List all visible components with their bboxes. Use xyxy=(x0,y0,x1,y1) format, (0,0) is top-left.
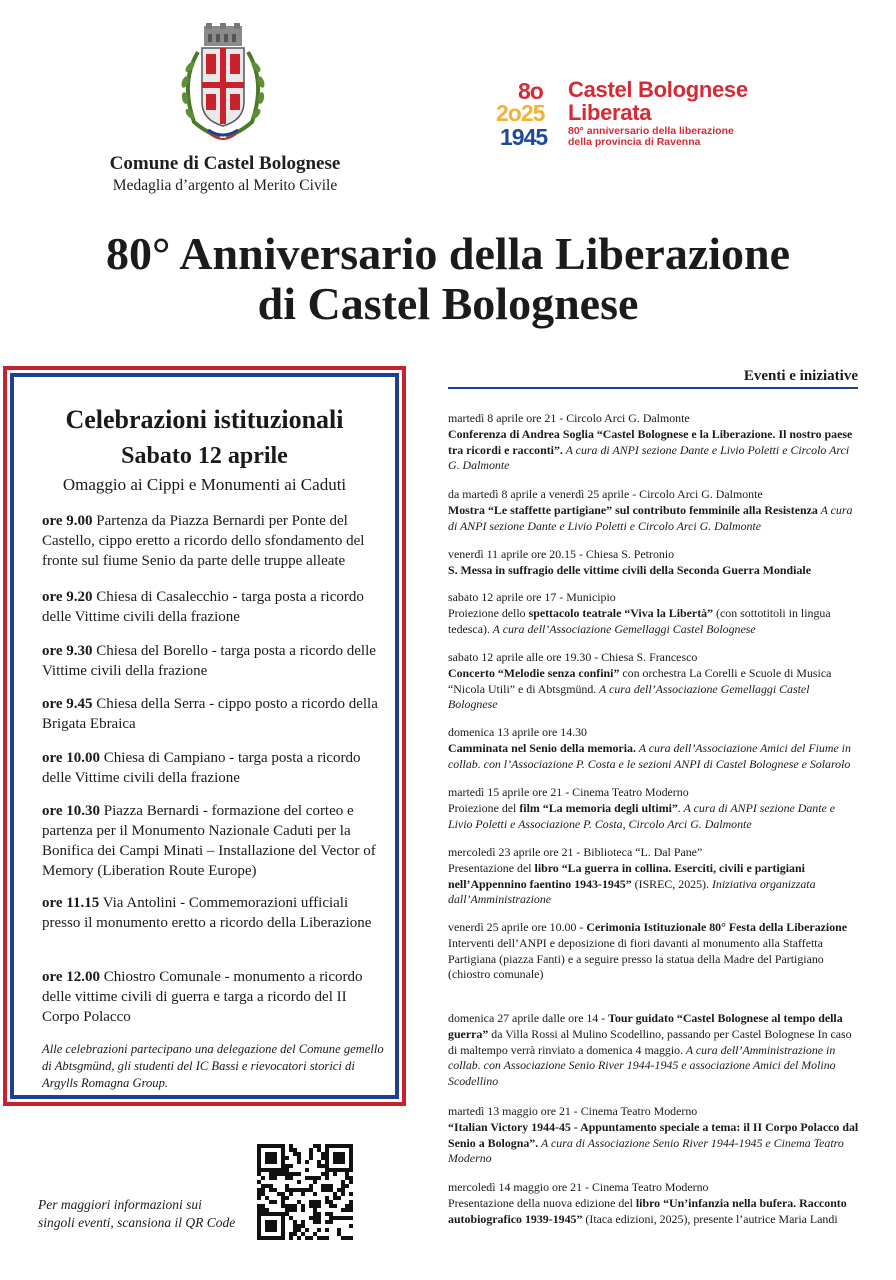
event-head: mercoledì 23 aprile ore 21 - Biblioteca “L. Dal Pane” xyxy=(448,845,703,859)
event-organizer: A cura di Associazione Senio River 1944-1945 e Cinema Teatro Moderno xyxy=(448,1135,844,1166)
event-title: libro “La guerra in collina. Eserciti, civili e partigiani nell’Appennino faentino 1943-1945” xyxy=(448,860,805,891)
event-item xyxy=(448,547,860,579)
event-head: da martedì 8 aprile a venerdì 25 aprile - Circolo Arci G. Dalmonte xyxy=(448,487,763,501)
celebrazione-time: ore 10.00 xyxy=(42,750,101,766)
event-head: venerdì 11 aprile ore 20.15 - Chiesa S. Petronio xyxy=(448,547,675,561)
event-text: da Villa Rossi al Mulino Scodellino, passando per Castel Bolognese In caso di maltempo verrà rinviato a domenica 4 maggio. xyxy=(448,1026,852,1057)
celebrazione-item xyxy=(42,641,382,681)
event-title: spettacolo teatrale “Viva la Libertà” xyxy=(528,605,714,620)
event-organizer: A cura dell’Associazione Gemellaggi Castel Bolognese xyxy=(489,621,756,636)
event-text: (Itaca edizioni, 2025), presente l’autrice Maria Landi xyxy=(582,1211,838,1226)
celebrazioni-box xyxy=(3,366,406,1106)
event-head: sabato 12 aprile ore 17 - Municipio xyxy=(448,590,616,604)
event-text: con orchestra La Corelli e Scuole di Musica “Nicola Utili” e di Abtsgmünd. xyxy=(448,665,832,696)
celebrazione-time: ore 11.15 xyxy=(42,895,100,911)
event-pre: Presentazione della nuova edizione del xyxy=(448,1195,636,1210)
event-title: Camminata nel Senio della memoria. xyxy=(448,740,636,755)
logo-sub-1: 80° anniversario della liberazione xyxy=(568,125,734,137)
event-title: libro “Un’infanzia nella bufera. Racconto autobiografico 1939-1945” xyxy=(448,1195,847,1226)
event-item xyxy=(448,1180,860,1227)
coat-of-arms-icon xyxy=(168,22,278,144)
event-item xyxy=(448,411,860,474)
event-organizer: A cura dell’Associazione Amici del Fiume in collab. con l’Associazione P. Costa e le sezioni ANPI di Castel Bolognese e Solarolo xyxy=(448,740,851,771)
event-title: “Italian Victory 1944-45 - Appuntamento speciale a tema: il II Corpo Polacco dal Senio a Bologna”. xyxy=(448,1119,859,1150)
event-head: venerdì 25 aprile ore 10.00 - xyxy=(448,920,587,934)
event-organizer: A cura di ANPI sezione Dante e Livio Poletti e Associazione P. Costa, Circolo Arci G. Dalmonte xyxy=(448,800,836,831)
celebrazione-item xyxy=(42,587,382,627)
celebrazione-text: Chiesa di Casalecchio - targa posta a ricordo delle Vittime civili della frazione xyxy=(42,589,364,625)
event-title: Mostra “Le staffette partigiane” sul contributo femminile alla Resistenza xyxy=(448,502,818,517)
event-text: . xyxy=(677,800,681,815)
celebrazione-text: Chiesa di Campiano - targa posta a ricordo delle Vittime civili della frazione xyxy=(42,750,361,786)
celebrazione-text: Piazza Bernardi - formazione del corteo e partenza per il Monumento Nazionale Caduti per la Bonifica dei Campi Minati – Installazione del Vector of Memory (Liberation Route Europe) xyxy=(42,803,376,879)
event-item xyxy=(448,650,860,713)
event-title: Tour guidato “Castel Bolognese al tempo della guerra” xyxy=(448,1011,843,1041)
event-text: (ISREC, 2025). xyxy=(631,876,709,891)
eventi-divider xyxy=(448,387,858,389)
celebrazioni-title: Celebrazioni istituzionali xyxy=(65,405,344,434)
celebrazione-time: ore 10.30 xyxy=(42,803,101,819)
celebrazione-text: Chiostro Comunale - monumento a ricordo delle vittime civili di guerra e targa a ricordo del II Corpo Polacco xyxy=(42,969,363,1025)
celebrazione-item xyxy=(42,511,382,571)
event-item xyxy=(448,785,860,832)
celebrazione-item xyxy=(42,801,382,881)
anniversary-logo xyxy=(496,78,826,154)
event-item xyxy=(448,487,860,534)
event-organizer: A cura di ANPI sezione Dante e Livio Poletti e Circolo Arci G. Dalmonte xyxy=(448,502,853,533)
qr-code-icon[interactable] xyxy=(257,1144,353,1240)
page-title-line-1: 80° Anniversario della Liberazione xyxy=(105,228,791,279)
event-head: mercoledì 14 maggio ore 21 - Cinema Teatro Moderno xyxy=(448,1180,709,1194)
celebrazioni-date: Sabato 12 aprile xyxy=(121,443,288,469)
qr-note: Per maggiori informazioni sui singoli eventi, scansiona il QR Code xyxy=(38,1197,236,1230)
event-organizer: A cura di ANPI sezione Dante e Livio Poletti e Circolo Arci G. Dalmonte xyxy=(448,442,850,473)
celebrazione-item xyxy=(42,893,382,933)
event-organizer: Iniziativa organizzata dall’Amministrazione xyxy=(448,876,816,907)
eventi-header: Eventi e iniziative xyxy=(743,368,858,384)
celebrazione-text: Via Antolini - Commemorazioni ufficiali presso il monumento eretto a ricordo della Liberazione xyxy=(42,895,372,931)
celebrazione-time: ore 9.00 xyxy=(42,513,93,529)
event-title: S. Messa in suffragio delle vittime civili della Seconda Guerra Mondiale xyxy=(448,562,811,577)
event-head: domenica 27 aprile dalle ore 14 - xyxy=(448,1011,609,1025)
celebrazione-time: ore 12.00 xyxy=(42,969,101,985)
event-title: Cerimonia Istituzionale 80° Festa della Liberazione xyxy=(586,920,848,934)
celebrazione-text: Partenza da Piazza Bernardi per Ponte del Castello, cippo eretto a ricordo dello sfondamento del fronte sul fiume Senio da parte delle truppe alleate xyxy=(42,513,365,569)
celebrazione-time: ore 9.20 xyxy=(42,589,93,605)
event-title: film “La memoria degli ultimi” xyxy=(519,800,678,815)
event-head: martedì 13 maggio ore 21 - Cinema Teatro Moderno xyxy=(448,1104,698,1118)
event-item xyxy=(448,845,860,908)
event-item xyxy=(448,1104,860,1167)
celebrazioni-subtitle: Omaggio ai Cippi e Monumenti ai Caduti xyxy=(62,475,347,494)
celebrazione-item xyxy=(42,694,382,734)
logo-2025: 2o25 xyxy=(496,100,545,126)
celebrazione-item xyxy=(42,748,382,788)
logo-title-2: Liberata xyxy=(568,100,652,125)
event-organizer: A cura dell’Amministrazione in collab. con Associazione Senio River 1944-1945 e associazione Amici del Molino Scodellino xyxy=(448,1042,836,1089)
event-organizer: A cura dell’Associazione Gemellaggi Castel Bolognese xyxy=(448,681,810,712)
event-title: Conferenza di Andrea Soglia “Castel Bolognese e la Liberazione. Il nostro paese tra ricordi e racconti”. xyxy=(448,426,853,457)
logo-title-1: Castel Bolognese xyxy=(568,77,748,102)
page-title-line-2: di Castel Bolognese xyxy=(257,278,639,329)
celebrazioni-note: Alle celebrazioni partecipano una delegazione del Comune gemello di Abtsgmünd, gli studenti del IC Bassi e rievocatori storici di Argylls Romagna Group. xyxy=(42,1042,384,1090)
logo-sub-2: della provincia di Ravenna xyxy=(568,136,701,148)
comune-name: Comune di Castel Bolognese xyxy=(109,153,341,174)
celebrazione-time: ore 9.30 xyxy=(42,643,93,659)
event-pre: Presentazione del xyxy=(448,860,535,875)
event-head: domenica 13 aprile ore 14.30 xyxy=(448,725,588,739)
celebrazioni-inner xyxy=(10,373,399,1099)
event-head: martedì 8 aprile ore 21 - Circolo Arci G. Dalmonte xyxy=(448,411,690,425)
logo-80: 8o xyxy=(518,78,543,104)
logo-1945: 1945 xyxy=(500,124,548,150)
celebrazione-text: Chiesa della Serra - cippo posto a ricordo della Brigata Ebraica xyxy=(42,696,378,732)
event-item xyxy=(448,725,860,772)
event-text: (con sottotitoli in lingua tedesca). xyxy=(448,605,831,636)
event-text: Interventi dell’ANPI e deposizione di fiori davanti al monumento alla Staffetta Partigiana (piazza Fanti) e a seguire presso la statua della Madre del Partigiano (chiostro comunale) xyxy=(448,935,824,982)
event-pre: Proiezione dello xyxy=(448,605,529,620)
celebrazione-time: ore 9.45 xyxy=(42,696,93,712)
celebrazione-text: Chiesa del Borello - targa posta a ricordo delle Vittime civili della frazione xyxy=(42,643,376,679)
event-title: Concerto “Melodie senza confini” xyxy=(448,665,620,680)
event-head: martedì 15 aprile ore 21 - Cinema Teatro Moderno xyxy=(448,785,689,799)
page-title xyxy=(0,229,896,329)
event-item xyxy=(448,590,860,637)
event-head: sabato 12 aprile alle ore 19.30 - Chiesa S. Francesco xyxy=(448,650,698,664)
celebrazione-item xyxy=(42,967,382,1027)
comune-medal: Medaglia d’argento al Merito Civile xyxy=(112,177,338,194)
event-item xyxy=(448,1011,860,1090)
event-pre: Proiezione del xyxy=(448,800,520,815)
event-item xyxy=(448,920,860,983)
